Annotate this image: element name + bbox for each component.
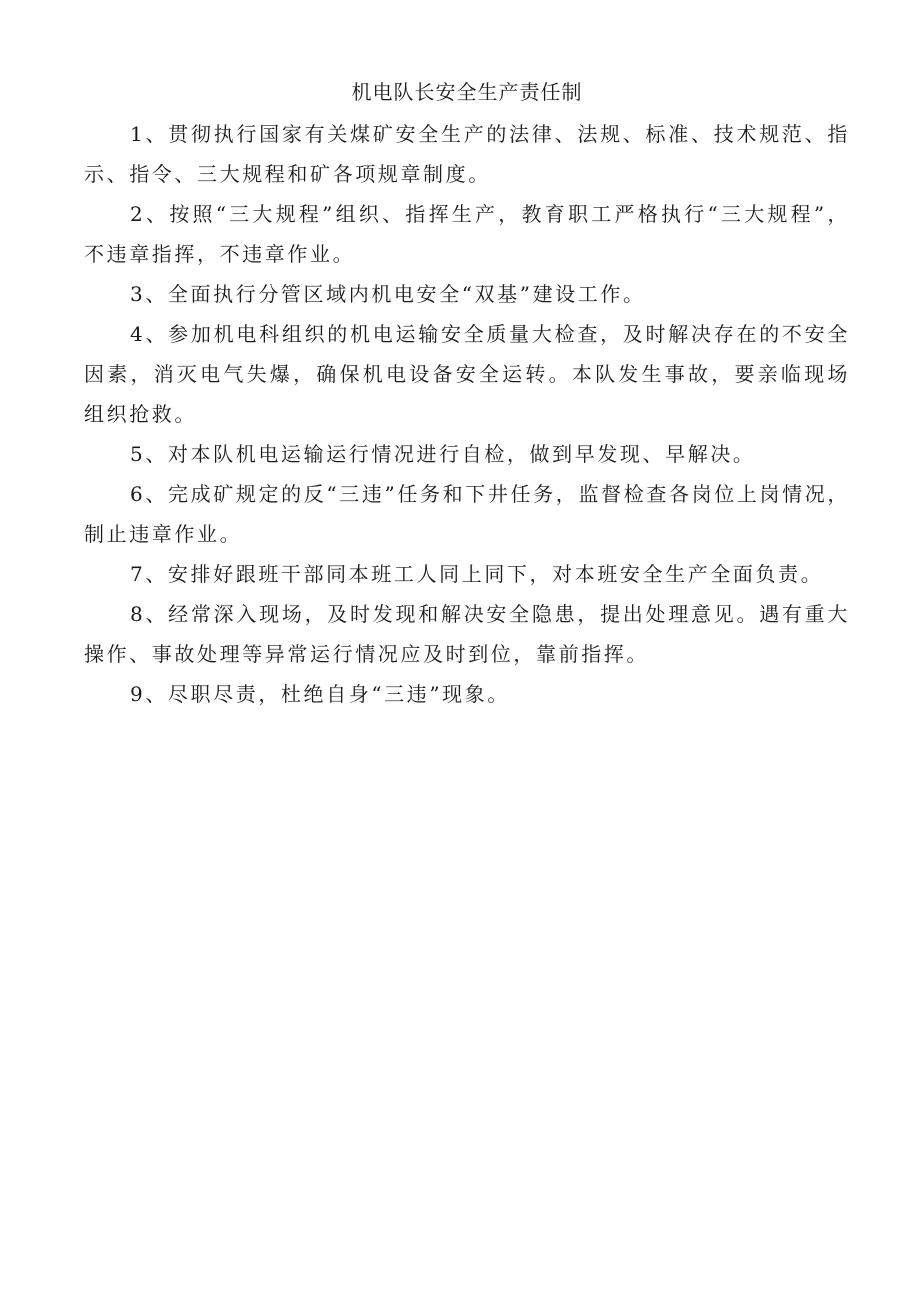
clause-5: 5、对本队机电运输运行情况进行自检，做到早发现、早解决。 xyxy=(130,442,756,466)
page-title: 机电队长安全生产责任制 xyxy=(351,80,583,104)
clause-4: 4、参加机电科组织的机电运输安全质量大检查，及时解决存在的不安全因素，消灭电气失爆，确保机电设备安全运转。本队发生事故，要亲临现场组织抢救。 xyxy=(84,322,850,426)
clause-3: 3、全面执行分管区域内机电安全“双基”建设工作。 xyxy=(130,282,646,306)
clause-2: 2、按照“三大规程”组织、指挥生产，教育职工严格执行“三大规程”，不违章指挥，不违章作业。 xyxy=(84,202,850,266)
clause-9: 9、尽职尽责，杜绝自身“三违”现象。 xyxy=(130,682,510,706)
clause-6: 6、完成矿规定的反“三违”任务和下井任务，监督检查各岗位上岗情况，制止违章作业。 xyxy=(84,482,850,546)
clause-8: 8、经常深入现场，及时发现和解决安全隐患，提出处理意见。遇有重大操作、事故处理等异常运行情况应及时到位，靠前指挥。 xyxy=(84,602,850,666)
clause-7: 7、安排好跟班干部同本班工人同上同下，对本班安全生产全面负责。 xyxy=(130,562,824,586)
clause-1: 1、贯彻执行国家有关煤矿安全生产的法律、法规、标准、技术规范、指示、指令、三大规程和矿各项规章制度。 xyxy=(84,122,850,186)
